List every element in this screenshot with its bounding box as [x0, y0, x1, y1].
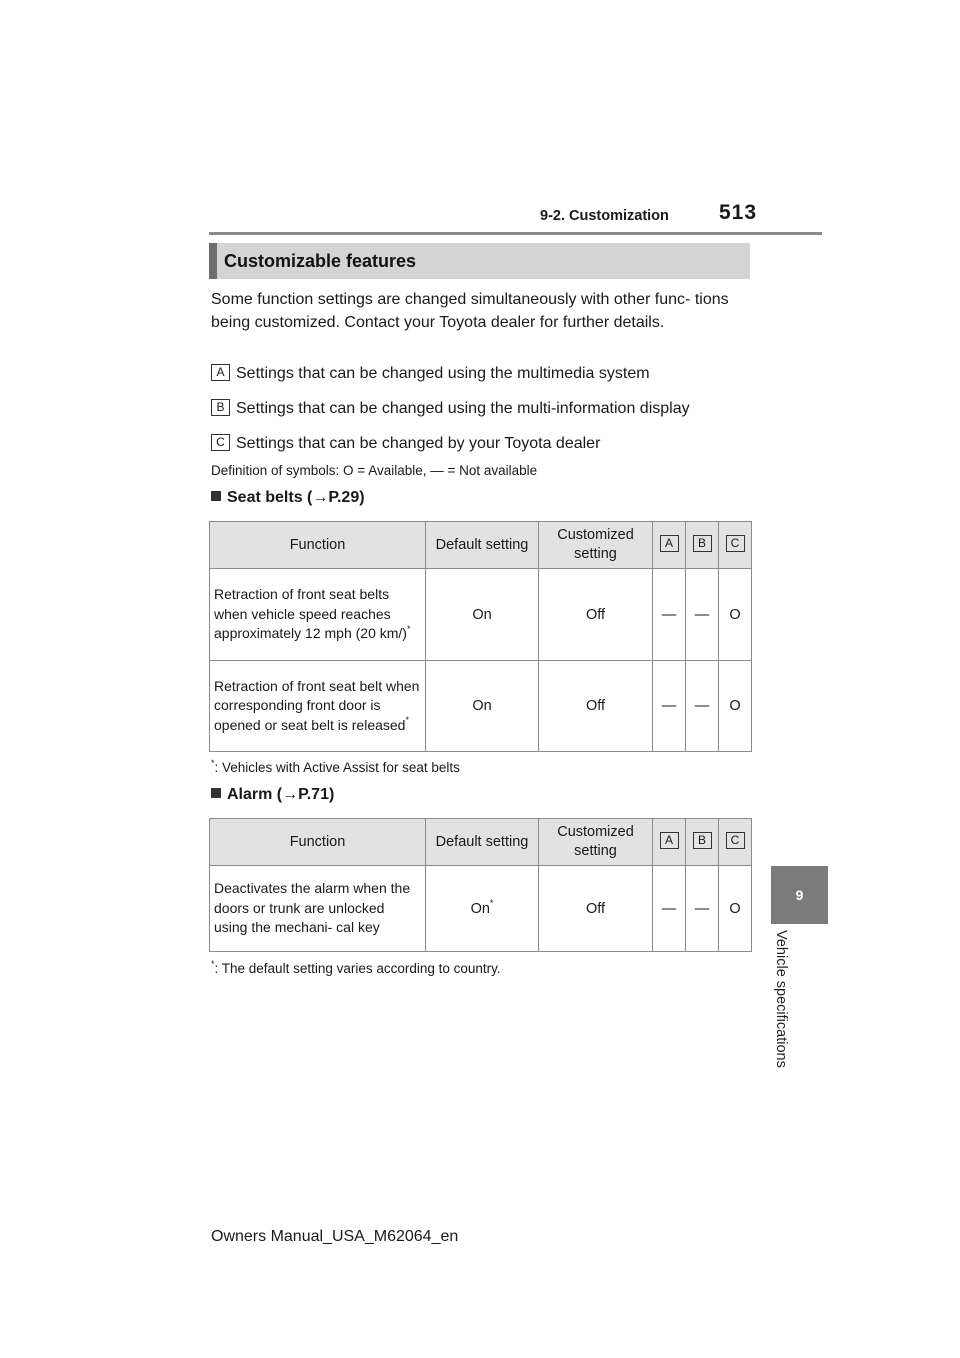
customized-cell: Off: [539, 569, 653, 661]
table-row: [210, 661, 752, 752]
default-cell: On: [426, 569, 539, 661]
customized-setting-header: Customized setting: [539, 522, 653, 569]
seat-belts-heading: [211, 489, 365, 507]
function-cell: Deactivates the alarm when the doors or trunk are unlocked using the mechani- cal key: [210, 866, 426, 952]
a-box-icon: A: [660, 535, 679, 552]
seat-belts-footnote: *: Vehicles with Active Assist for seat belts: [211, 757, 460, 775]
b-box-icon: B: [211, 399, 230, 416]
c-box-icon: C: [726, 535, 745, 552]
default-setting-header: Default setting: [426, 819, 539, 866]
c-header: [719, 819, 752, 866]
manual-id: Owners Manual_USA_M62064_en: [211, 1228, 459, 1245]
header-divider: [209, 232, 822, 235]
chapter-title: Vehicle specifications: [773, 930, 789, 1068]
a-box-icon: A: [660, 832, 679, 849]
b-header: [686, 819, 719, 866]
function-cell: Retraction of front seat belt when corresponding front door is opened or seat belt is released*: [210, 661, 426, 752]
page-number: 513: [719, 201, 758, 224]
symbol-definition: Definition of symbols: O = Available, — = Not available: [211, 463, 538, 478]
seat-belts-page-link[interactable]: P.29): [328, 489, 365, 506]
table-row: [210, 866, 752, 952]
alarm-table: [209, 818, 752, 952]
c-header: [719, 522, 752, 569]
table-row: [210, 569, 752, 661]
c-box-icon: C: [211, 434, 230, 451]
table-header-row: [210, 522, 752, 569]
function-cell: Retraction of front seat belts when vehicle speed reaches approximately 12 mph (20 km/)*: [210, 569, 426, 661]
b-header: [686, 522, 719, 569]
function-header: Function: [210, 819, 426, 866]
header-section-title: 9-2. Customization: [540, 208, 669, 224]
c-box-icon: C: [726, 832, 745, 849]
a-header: [653, 819, 686, 866]
legend-text: Settings that can be changed using the multi-information display: [236, 400, 690, 417]
section-heading: Customizable features: [209, 243, 750, 279]
c-cell: O: [719, 569, 752, 661]
arrow-icon: →: [312, 489, 329, 506]
legend-text: Settings that can be changed using the multimedia system: [236, 365, 650, 382]
seat-belts-table: [209, 521, 752, 752]
a-cell: —: [653, 866, 686, 952]
seat-belts-title: Seat belts (: [227, 489, 313, 506]
legend-item-a: [211, 364, 650, 384]
legend-item-b: [211, 399, 690, 419]
legend-text: Settings that can be changed by your Toyota dealer: [236, 435, 601, 452]
function-header: Function: [210, 522, 426, 569]
a-box-icon: A: [211, 364, 230, 381]
b-cell: —: [686, 866, 719, 952]
table-header-row: [210, 819, 752, 866]
intro-paragraph: Some function settings are changed simultaneously with other func- tions being customized. Contact your Toyota dealer for further details.: [211, 291, 729, 331]
b-box-icon: B: [693, 535, 712, 552]
default-cell: On*: [426, 866, 539, 952]
b-cell: —: [686, 569, 719, 661]
chapter-tab[interactable]: 9: [771, 866, 828, 924]
arrow-icon: →: [282, 786, 299, 803]
default-cell: On: [426, 661, 539, 752]
alarm-page-link[interactable]: P.71): [298, 786, 335, 803]
customized-cell: Off: [539, 866, 653, 952]
square-bullet-icon: [211, 491, 221, 501]
b-cell: —: [686, 661, 719, 752]
square-bullet-icon: [211, 788, 221, 798]
customized-cell: Off: [539, 661, 653, 752]
a-cell: —: [653, 569, 686, 661]
a-header: [653, 522, 686, 569]
legend-item-c: [211, 434, 600, 454]
alarm-heading: [211, 786, 334, 804]
alarm-title: Alarm (: [227, 786, 283, 803]
alarm-footnote: *: The default setting varies according to country.: [211, 958, 501, 976]
c-cell: O: [719, 866, 752, 952]
c-cell: O: [719, 661, 752, 752]
customized-setting-header: Customized setting: [539, 819, 653, 866]
chapter-side-label: [768, 930, 794, 1100]
b-box-icon: B: [693, 832, 712, 849]
a-cell: —: [653, 661, 686, 752]
default-setting-header: Default setting: [426, 522, 539, 569]
